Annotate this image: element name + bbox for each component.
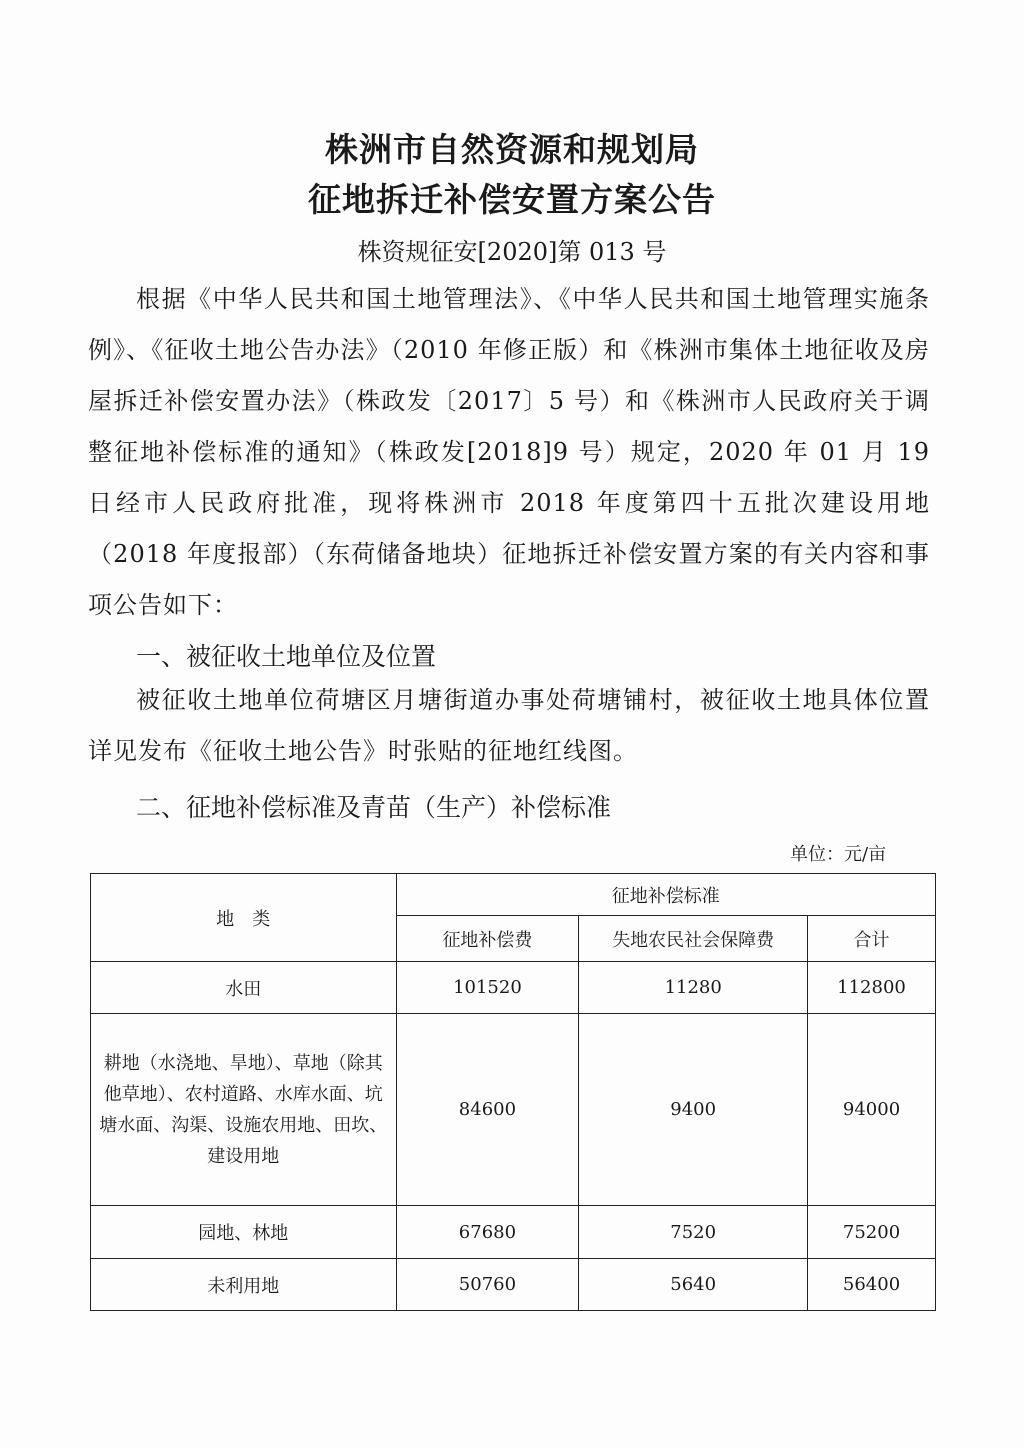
- land-type-cell: 水田: [91, 962, 397, 1014]
- header-total: 合计: [808, 916, 936, 962]
- social-security-cell: 9400: [579, 1014, 808, 1206]
- compensation-cell: 101520: [396, 962, 579, 1014]
- total-cell: 94000: [808, 1014, 936, 1206]
- total-cell: 75200: [808, 1206, 936, 1259]
- compensation-cell: 50760: [396, 1259, 579, 1311]
- table-row: [91, 962, 936, 1014]
- land-type-cell: 园地、林地: [91, 1206, 397, 1259]
- total-cell: 112800: [808, 962, 936, 1014]
- compensation-cell: 84600: [396, 1014, 579, 1206]
- document-number: 株资规征安[2020]第 013 号: [357, 238, 667, 266]
- header-compensation-fee: 征地补偿费: [396, 916, 579, 962]
- land-type-cell: 耕地（水浇地、旱地）、草地（除其他草地）、农村道路、水库水面、坑塘水面、沟渠、设施农用地、田坎、建设用地: [91, 1014, 397, 1206]
- header-social-security-fee: 失地农民社会保障费: [579, 916, 808, 962]
- land-type-cell: 未利用地: [91, 1259, 397, 1311]
- section1-text: 被征收土地单位荷塘区月塘街道办事处荷塘铺村，被征收土地具体位置详见发布《征收土地公告》时张贴的征地红线图。: [88, 686, 930, 765]
- document-title-line1: 株洲市自然资源和规划局: [325, 130, 699, 169]
- unit-label: 单位：元/亩: [790, 844, 887, 865]
- intro-paragraph: 根据《中华人民共和国土地管理法》、《中华人民共和国土地管理实施条例》、《征收土地公告办法》（2010 年修正版）和《株洲市集体土地征收及房屋拆迁补偿安置办法》（株政发〔2017〕5 号）和《株洲市人民政府关于调整征地补偿标准的通知》（株政发[2018]9 号）规定，2020 年 01 月 19 日经市人民政府批准，现将株洲市 2018 年度第四十五批次建设用地（2018 年度报部）（东荷储备地块）征地拆迁补偿安置方案的有关内容和事项公告如下：: [88, 285, 930, 619]
- social-security-cell: 11280: [579, 962, 808, 1014]
- table-row: [91, 1206, 936, 1259]
- table-header-row: [91, 874, 936, 916]
- section1-heading: 一、被征收土地单位及位置: [136, 642, 437, 671]
- table-row: [91, 1259, 936, 1311]
- document-title-line2: 征地拆迁补偿安置方案公告: [308, 180, 716, 219]
- social-security-cell: 7520: [579, 1206, 808, 1259]
- compensation-cell: 67680: [396, 1206, 579, 1259]
- social-security-cell: 5640: [579, 1259, 808, 1311]
- header-compensation-standard: 征地补偿标准: [396, 874, 935, 916]
- header-land-type: 地 类: [91, 874, 397, 962]
- section2-heading: 二、征地补偿标准及青苗（生产）补偿标准: [136, 793, 612, 822]
- table-row: [91, 1014, 936, 1206]
- compensation-table: [90, 873, 936, 1311]
- total-cell: 56400: [808, 1259, 936, 1311]
